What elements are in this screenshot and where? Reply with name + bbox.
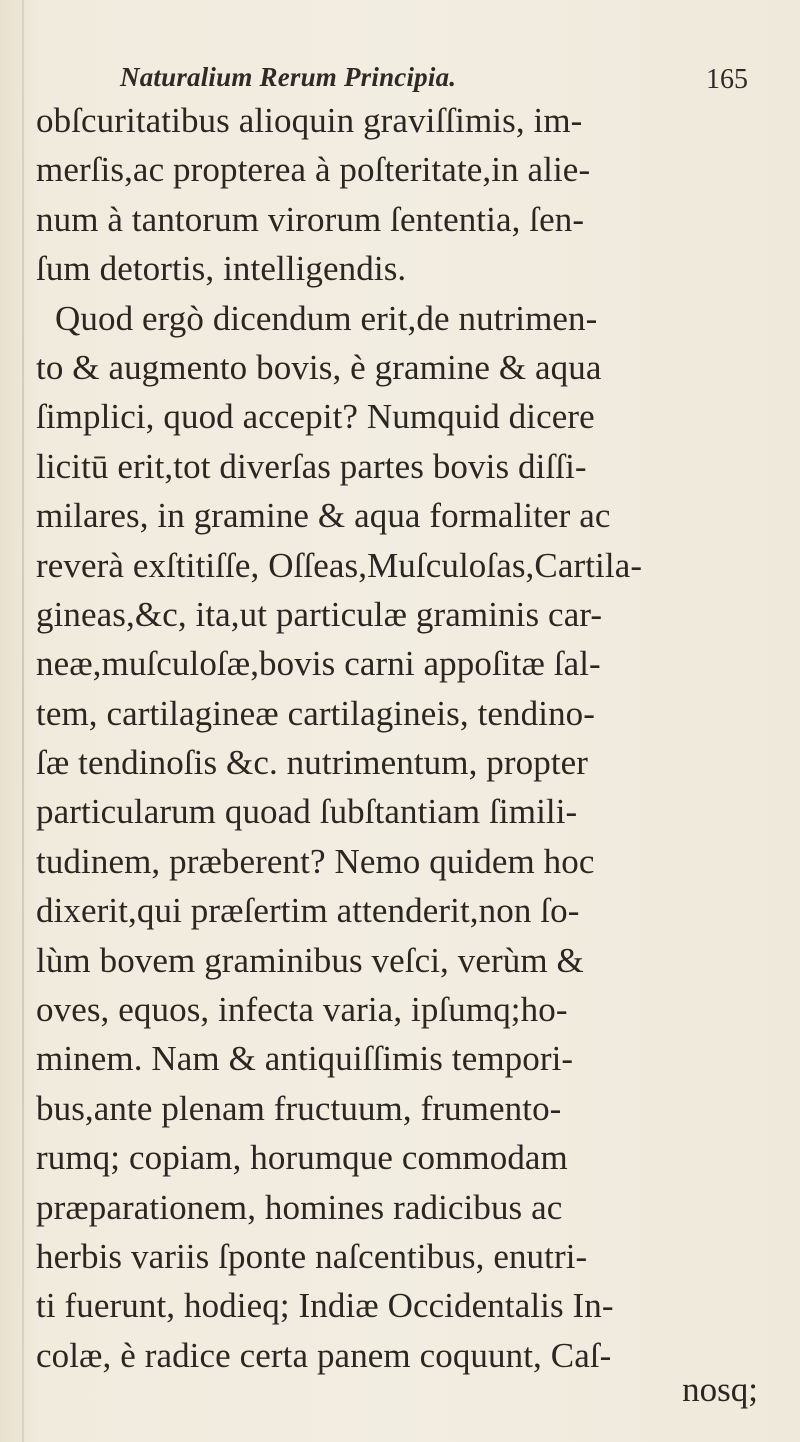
text-line: lùm bovem graminibus veſci, verùm & (36, 940, 584, 980)
text-line: merſis,ac propterea à poſteritate,in alie- (36, 150, 591, 190)
text-line: tem, cartilagineæ cartilagineis, tendino- (36, 693, 596, 733)
text-line: præparationem, homines radicibus ac (36, 1187, 563, 1227)
text-line: neæ,muſculoſæ,bovis carni appoſitæ ſal- (36, 644, 601, 684)
text-line: Quod ergò dicendum erit,de nutrimen- (55, 298, 598, 338)
text-line: reverà exſtitiſſe, Oſſeas,Muſculoſas,Cartila- (36, 545, 643, 585)
text-line: ti fuerunt, hodieq; Indiæ Occidentalis In- (36, 1286, 614, 1326)
text-line: gineas,&c, ita,ut particulæ graminis car- (36, 594, 603, 634)
text-line: minem. Nam & antiquiſſimis tempori- (36, 1039, 574, 1079)
text-line: milares, in gramine & aqua formaliter ac (36, 496, 611, 536)
page-number: 165 (706, 64, 748, 95)
text-line: licitū erit,tot diverſas partes bovis diſſi- (36, 446, 587, 486)
text-line: oves, equos, infecta varia, ipſumq;ho- (36, 990, 568, 1030)
text-line: to & augmento bovis, è gramine & aqua (36, 347, 602, 387)
text-line: bus,ante plenam fructuum, frumento- (36, 1088, 562, 1128)
text-line: ſum detortis, intelligendis. (36, 249, 407, 289)
text-line: num à tantorum virorum ſententia, ſen- (36, 199, 585, 239)
text-line: colæ, è radice certa panem coquunt, Caſ- (36, 1335, 612, 1375)
text-line: particularum quoad ſubſtantiam ſimili- (36, 792, 578, 832)
text-line: rumq; copiam, horumque commodam (36, 1138, 568, 1178)
text-line: obſcuritatibus alioquin graviſſimis, im- (36, 101, 583, 140)
running-title: Naturalium Rerum Principia. (120, 62, 457, 92)
body-text (30, 96, 770, 1380)
gutter-edge (22, 0, 24, 1442)
catchword: nosq; (682, 1370, 758, 1409)
text-line: ſimplici, quod accepit? Numquid dicere (36, 397, 595, 437)
text-line: dixerit,qui præſertim attenderit,non ſo- (36, 891, 580, 931)
text-line: tudinem, præberent? Nemo quidem hoc (36, 841, 595, 881)
text-line: ſæ tendinoſis &c. nutrimentum, propter (36, 743, 589, 783)
text-line: herbis variis ſponte naſcentibus, enutri- (36, 1236, 588, 1276)
